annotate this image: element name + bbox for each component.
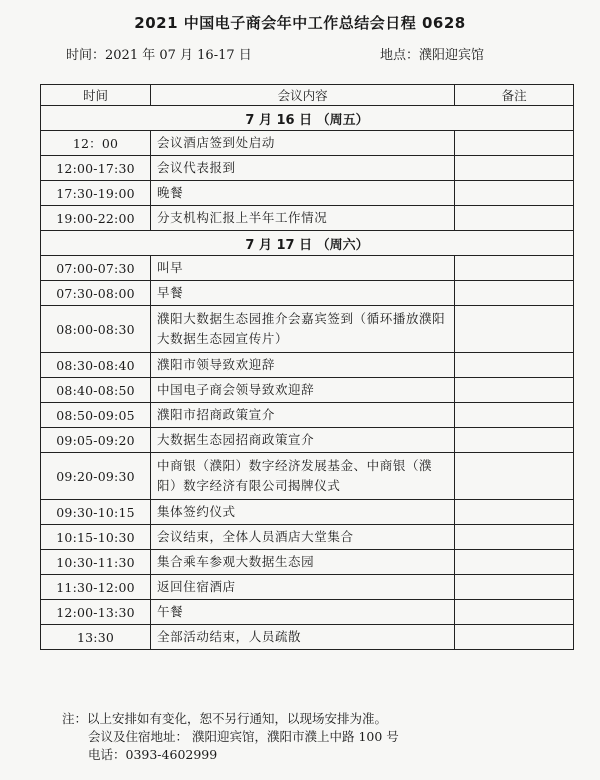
row-time: 19:00-22:00	[41, 206, 151, 231]
header-content: 会议内容	[151, 85, 455, 106]
row-note	[455, 256, 574, 281]
row-note	[455, 500, 574, 525]
row-time: 07:30-08:00	[41, 281, 151, 306]
row-time: 12:00-13:30	[41, 600, 151, 625]
table-row	[41, 500, 574, 525]
row-note	[455, 403, 574, 428]
table-row	[41, 256, 574, 281]
row-content: 濮阳市招商政策宣介	[151, 403, 455, 428]
address-line: 会议及住宿地址： 濮阳迎宾馆，濮阳市濮上中路 100 号	[88, 729, 399, 744]
row-time: 11:30-12:00	[41, 575, 151, 600]
row-note	[455, 156, 574, 181]
row-content: 晚餐	[151, 181, 455, 206]
row-note	[455, 306, 574, 353]
row-content: 会议代表报到	[151, 156, 455, 181]
table-row	[41, 281, 574, 306]
schedule-table	[40, 84, 574, 650]
row-note	[455, 353, 574, 378]
row-note	[455, 131, 574, 156]
table-row	[41, 131, 574, 156]
row-time: 08:50-09:05	[41, 403, 151, 428]
row-content: 分支机构汇报上半年工作情况	[151, 206, 455, 231]
row-time: 09:30-10:15	[41, 500, 151, 525]
header-note: 备注	[455, 85, 574, 106]
row-time: 07:00-07:30	[41, 256, 151, 281]
phone-line: 电话：0393-4602999	[88, 747, 218, 762]
row-content: 早餐	[151, 281, 455, 306]
row-content: 返回住宿酒店	[151, 575, 455, 600]
table-row	[41, 600, 574, 625]
row-note	[455, 525, 574, 550]
row-content: 会议酒店签到处启动	[151, 131, 455, 156]
row-time: 12:00-17:30	[41, 156, 151, 181]
row-content: 濮阳大数据生态园推介会嘉宾签到（循环播放濮阳大数据生态园宣传片）	[151, 306, 455, 353]
header-time: 时间	[41, 85, 151, 106]
row-content: 集合乘车参观大数据生态园	[151, 550, 455, 575]
row-content: 全部活动结束，人员疏散	[151, 625, 455, 650]
table-row	[41, 403, 574, 428]
row-time: 17:30-19:00	[41, 181, 151, 206]
row-note	[455, 281, 574, 306]
row-note	[455, 550, 574, 575]
row-time: 08:40-08:50	[41, 378, 151, 403]
row-content: 会议结束，全体人员酒店大堂集合	[151, 525, 455, 550]
row-time: 12：00	[41, 131, 151, 156]
row-content: 濮阳市领导致欢迎辞	[151, 353, 455, 378]
row-content: 集体签约仪式	[151, 500, 455, 525]
row-content: 叫早	[151, 256, 455, 281]
table-row	[41, 453, 574, 500]
table-row	[41, 306, 574, 353]
day-header-row	[41, 106, 574, 131]
table-row	[41, 181, 574, 206]
row-time: 09:05-09:20	[41, 428, 151, 453]
note-line: 注：以上安排如有变化，恕不另行通知，以现场安排为准。	[62, 711, 388, 726]
row-content: 中国电子商会领导致欢迎辞	[151, 378, 455, 403]
row-note	[455, 575, 574, 600]
row-note	[455, 453, 574, 500]
row-time: 10:30-11:30	[41, 550, 151, 575]
table-row	[41, 156, 574, 181]
row-note	[455, 181, 574, 206]
table-row	[41, 625, 574, 650]
document-title: 2021 中国电子商会年中工作总结会日程 0628	[134, 14, 466, 32]
row-content: 午餐	[151, 600, 455, 625]
row-note	[455, 378, 574, 403]
day-header-row	[41, 231, 574, 256]
row-note	[455, 600, 574, 625]
row-note	[455, 428, 574, 453]
row-content: 大数据生态园招商政策宣介	[151, 428, 455, 453]
row-note	[455, 206, 574, 231]
row-time: 10:15-10:30	[41, 525, 151, 550]
footnotes	[62, 710, 399, 764]
table-row	[41, 378, 574, 403]
row-time: 08:30-08:40	[41, 353, 151, 378]
row-content: 中商银（濮阳）数字经济发展基金、中商银（濮阳）数字经济有限公司揭牌仪式	[151, 453, 455, 500]
day2-label: 7 月 17 日 （周六）	[41, 231, 574, 256]
table-row	[41, 353, 574, 378]
table-row	[41, 428, 574, 453]
row-time: 13:30	[41, 625, 151, 650]
row-note	[455, 625, 574, 650]
table-header-row	[41, 85, 574, 106]
row-time: 08:00-08:30	[41, 306, 151, 353]
meeting-place: 地点：濮阳迎宾馆	[380, 48, 485, 63]
meeting-time: 时间：2021 年 07 月 16-17 日	[66, 48, 252, 63]
table-row	[41, 575, 574, 600]
table-row	[41, 550, 574, 575]
row-time: 09:20-09:30	[41, 453, 151, 500]
day1-label: 7 月 16 日 （周五）	[41, 106, 574, 131]
table-row	[41, 206, 574, 231]
table-row	[41, 525, 574, 550]
